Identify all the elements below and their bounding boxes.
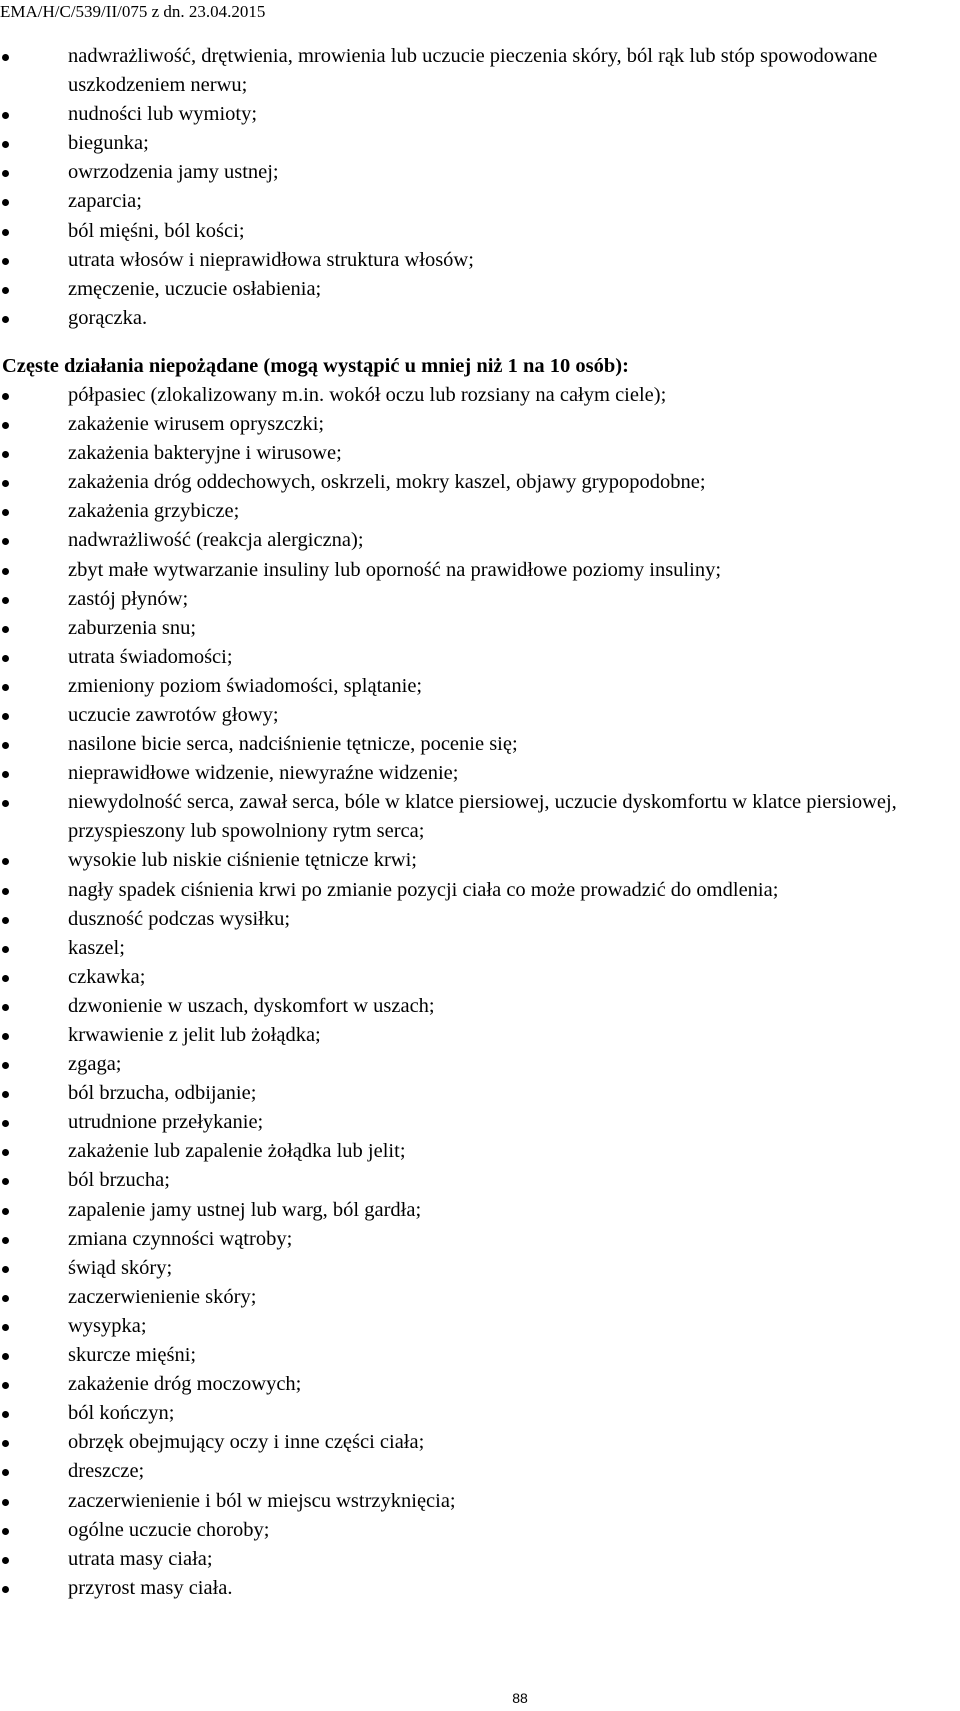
list-item: zmęczenie, uczucie osłabienia;: [0, 275, 952, 304]
list-item: owrzodzenia jamy ustnej;: [0, 158, 952, 187]
list-item: zaparcia;: [0, 187, 952, 216]
list-item: zastój płynów;: [0, 585, 952, 614]
list-item: uczucie zawrotów głowy;: [0, 701, 952, 730]
list-item: zmiana czynności wątroby;: [0, 1225, 952, 1254]
document-body: [0, 42, 952, 1603]
list-item: zakażenia dróg oddechowych, oskrzeli, mokry kaszel, objawy grypopodobne;: [0, 468, 952, 497]
list-item: świąd skóry;: [0, 1254, 952, 1283]
list-item: utrata włosów i nieprawidłowa struktura włosów;: [0, 246, 952, 275]
list-item: duszność podczas wysiłku;: [0, 905, 952, 934]
list-item: nadwrażliwość, drętwienia, mrowienia lub uczucie pieczenia skóry, ból rąk lub stóp spowodowane uszkodzeniem nerwu;: [0, 42, 952, 100]
side-effects-list-common: [0, 381, 952, 1603]
list-item: ból kończyn;: [0, 1399, 952, 1428]
list-item: ból brzucha, odbijanie;: [0, 1079, 952, 1108]
list-item: zaczerwienienie skóry;: [0, 1283, 952, 1312]
list-item: czkawka;: [0, 963, 952, 992]
list-item: wysokie lub niskie ciśnienie tętnicze krwi;: [0, 846, 952, 875]
list-item: zaburzenia snu;: [0, 614, 952, 643]
list-item: nagły spadek ciśnienia krwi po zmianie pozycji ciała co może prowadzić do omdlenia;: [0, 876, 952, 905]
list-item: nudności lub wymioty;: [0, 100, 952, 129]
list-item: niewydolność serca, zawał serca, bóle w klatce piersiowej, uczucie dyskomfortu w klatce piersiowej, przyspieszony lub spowolniony rytm serca;: [0, 788, 952, 846]
list-item: utrata masy ciała;: [0, 1545, 952, 1574]
list-item: półpasiec (zlokalizowany m.in. wokół oczu lub rozsiany na całym ciele);: [0, 381, 952, 410]
list-item: krwawienie z jelit lub żołądka;: [0, 1021, 952, 1050]
list-item: dreszcze;: [0, 1457, 952, 1486]
list-item: zapalenie jamy ustnej lub warg, ból gardła;: [0, 1196, 952, 1225]
list-item: skurcze mięśni;: [0, 1341, 952, 1370]
list-item: zakażenia grzybicze;: [0, 497, 952, 526]
list-item: dzwonienie w uszach, dyskomfort w uszach;: [0, 992, 952, 1021]
list-item: nasilone bicie serca, nadciśnienie tętnicze, pocenie się;: [0, 730, 952, 759]
page-number: 88: [512, 1690, 528, 1706]
list-item: kaszel;: [0, 934, 952, 963]
list-item: ogólne uczucie choroby;: [0, 1516, 952, 1545]
list-item: ból mięśni, ból kości;: [0, 217, 952, 246]
side-effects-list-very-common: [0, 42, 952, 333]
document-reference-header: EMA/H/C/539/II/075 z dn. 23.04.2015: [0, 2, 266, 21]
list-item: nieprawidłowe widzenie, niewyraźne widzenie;: [0, 759, 952, 788]
list-item: wysypka;: [0, 1312, 952, 1341]
list-item: zaczerwienienie i ból w miejscu wstrzyknięcia;: [0, 1487, 952, 1516]
list-item: utrudnione przełykanie;: [0, 1108, 952, 1137]
list-item: gorączka.: [0, 304, 952, 333]
section-heading-common-side-effects: Częste działania niepożądane (mogą wystąpić u mniej niż 1 na 10 osób):: [2, 354, 629, 377]
list-item: nadwrażliwość (reakcja alergiczna);: [0, 526, 952, 555]
list-item: zakażenie dróg moczowych;: [0, 1370, 952, 1399]
list-item: zgaga;: [0, 1050, 952, 1079]
list-item: zbyt małe wytwarzanie insuliny lub oporność na prawidłowe poziomy insuliny;: [0, 556, 952, 585]
list-item: przyrost masy ciała.: [0, 1574, 952, 1603]
list-item: zakażenie lub zapalenie żołądka lub jelit;: [0, 1137, 952, 1166]
list-item: zakażenie wirusem opryszczki;: [0, 410, 952, 439]
list-item: obrzęk obejmujący oczy i inne części ciała;: [0, 1428, 952, 1457]
list-item: zakażenia bakteryjne i wirusowe;: [0, 439, 952, 468]
list-item: ból brzucha;: [0, 1166, 952, 1195]
list-item: biegunka;: [0, 129, 952, 158]
list-item: utrata świadomości;: [0, 643, 952, 672]
list-item: zmieniony poziom świadomości, splątanie;: [0, 672, 952, 701]
